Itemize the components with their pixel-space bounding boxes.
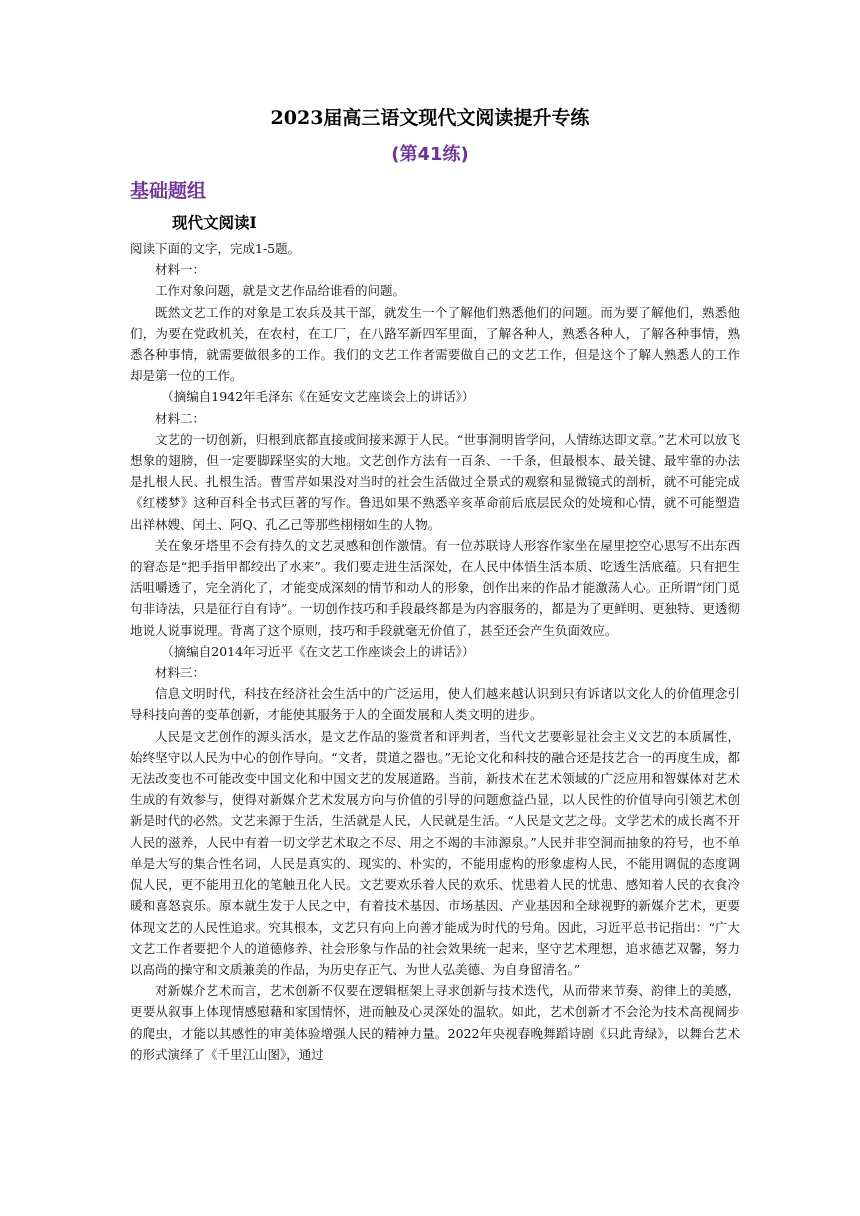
- material2-paragraph-1: 文艺的一切创新，归根到底都直接或间接来源于人民。“世事洞明皆学问，人情练达即文章。”艺术可以放飞想象的翅膀，但一定要脚踩坚实的大地。文艺创作方法有一百条、一千条，但最根本、最关键、最牢靠的办法是扎根人民、扎根生活。曹雪芹如果没对当时的社会生活做过全景式的观察和显微镜式的剖析，就不可能完成《红楼梦》这种百科全书式巨著的写作。鲁迅如果不熟悉辛亥革命前后底层民众的处境和心情，就不可能塑造出祥林嫂、闰土、阿Q、孔乙己等那些栩栩如生的人物。: [130, 431, 740, 532]
- section-title: 基础题组: [130, 180, 207, 202]
- material3-label: 材料三：: [155, 665, 206, 681]
- document-subtitle: (第41练): [391, 144, 469, 165]
- material3-paragraph-3: 对新媒介艺术而言，艺术创新不仅要在逻辑框架上寻求创新与技术迭代，从而带来节奏、韵律上的美感，更要从叙事上体现情感慰藉和家国情怀，进而触及心灵深处的温软。如此，艺术创新才不会沦为技术高视阔步的爬虫，才能以其感性的审美体验增强人民的精神力量。2022年央视春晚舞蹈诗剧《只此青绿》，以舞台艺术的形式演绎了《千里江山图》，通过: [130, 983, 740, 1062]
- material2-label: 材料二：: [155, 410, 206, 426]
- material2-paragraph-2: 关在象牙塔里不会有持久的文艺灵感和创作激情。有一位苏联诗人形容作家坐在屋里挖空心思写不出东西的窘态是“把手指甲都绞出了水来”。我们要走进生活深处，在人民中体悟生活本质、吃透生活底蕴。只有把生活咀嚼透了，完全消化了，才能变成深刻的情节和动人的形象，创作出来的作品才能激荡人心。正所谓“闭门觅句非诗法，只是征行自有诗”。一切创作技巧和手段最终都是为内容服务的，都是为了更鲜明、更独特、更透彻地说人说事说理。背离了这个原则，技巧和手段就毫无价值了，甚至还会产生负面效应。: [130, 537, 740, 638]
- material1-label: 材料一：: [155, 262, 206, 278]
- material3-paragraph-1: 信息文明时代，科技在经济社会生活中的广泛运用，使人们越来越认识到只有诉诸以文化人的价值理念引导科技向善的变革创新，才能使其服务于人的全面发展和人类文明的进步。: [130, 686, 740, 723]
- sub-section-title: 现代文阅读Ⅰ: [172, 213, 257, 232]
- material1-paragraph-2: 既然文艺工作的对象是工农兵及其干部，就发生一个了解他们熟悉他们的问题。而为要了解他们，熟悉他们，为要在党政机关，在农村，在工厂，在八路军新四军里面，了解各种人，熟悉各种人，了解各种事情，熟悉各种事情，就需要做很多的工作。我们的文艺工作者需要做自己的文艺工作，但是这个了解人熟悉人的工作却是第一位的工作。: [130, 304, 740, 384]
- document-title: 2023届高三语文现代文阅读提升专练: [270, 107, 590, 129]
- document-body: [130, 238, 740, 1065]
- material3-paragraph-2: 人民是文艺创作的源头活水，是文艺作品的鉴赏者和评判者，当代文艺要彰显社会主义文艺的本质属性，始终坚守以人民为中心的创作导向。“文者，贯道之器也。”无论文化和科技的融合还是技艺合一的再度生成，都无法改变也不可能改变中国文化和中国文艺的发展道路。当前，新技术在艺术领域的广泛应用和智媒体对艺术生成的有效参与，使得对新媒介艺术发展方向与价值的引导的问题愈益凸显，以人民性的价值导向引领艺术创新是时代的必然。文艺来源于生活，生活就是人民，人民就是生活。“人民是文艺之母。文学艺术的成长离不开人民的滋养，人民中有着一切文学艺术取之不尽、用之不竭的丰沛源泉。”人民并非空洞而抽象的符号，也不单单是大写的集合性名词，人民是真实的、现实的、朴实的，不能用虚构的形象虚构人民，不能用调侃的态度调侃人民，更不能用丑化的笔触丑化人民。文艺要欢乐着人民的欢乐、忧患着人民的忧患、感知着人民的衣食冷暖和喜怒哀乐。原本就生发于人民之中，有着技术基因、市场基因、产业基因和全球视野的新媒介艺术，更要体现文艺的人民性追求。究其根本，文艺只有向上向善才能成为时代的号角。因此，习近平总书记指出：“广大文艺工作者要把个人的道德修养、社会形象与作品的社会效果统一起来，坚守艺术理想，追求德艺双馨，努力以高尚的操守和文质兼美的作品，为历史存正气、为世人弘美德、为自身留清名。”: [130, 728, 740, 977]
- material1-source: （摘编自1942年毛泽东《在延安文艺座谈会上的讲话》）: [161, 389, 475, 405]
- instruction-text: 阅读下面的文字，完成1-5题。: [130, 241, 301, 256]
- material1-paragraph-1: 工作对象问题，就是文艺作品给谁看的问题。: [155, 283, 406, 299]
- material2-source: （摘编自2014年习近平《在文艺工作座谈会上的讲话》）: [161, 643, 475, 659]
